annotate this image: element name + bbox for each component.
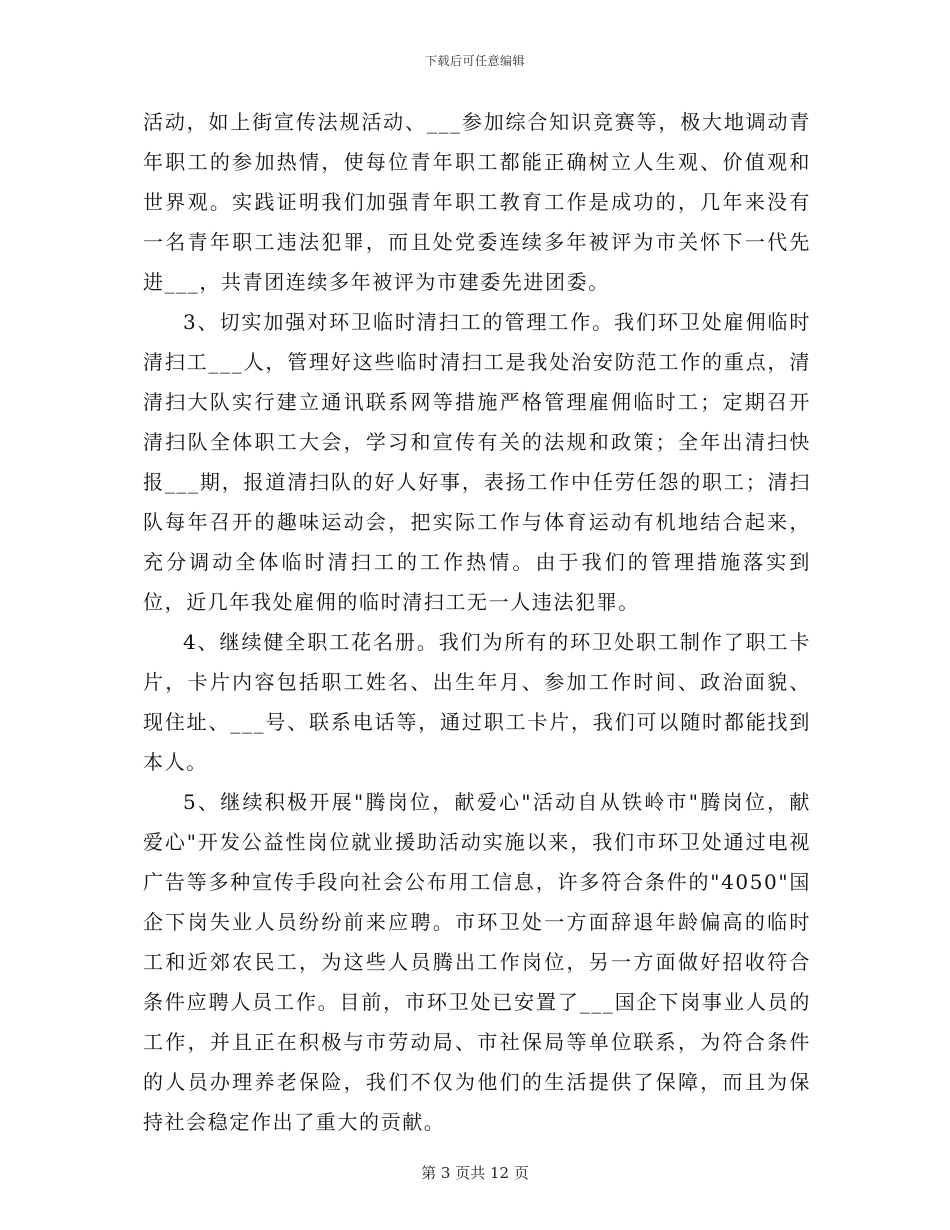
document-body — [143, 102, 811, 1142]
paragraph-continuation: 活动，如上街宣传法规活动、___参加综合知识竞赛等，极大地调动青年职工的参加热情，使每位青年职工都能正确树立人生观、价值观和世界观。实践证明我们加强青年职工教育工作是成功的，几年来没有一名青年职工违法犯罪，而且处党委连续多年被评为市关怀下一代先进___，共青团连续多年被评为市建委先进团委。 — [143, 110, 811, 294]
paragraph-item-3: 3、切实加强对环卫临时清扫工的管理工作。我们环卫处雇佣临时清扫工___人，管理好这些临时清扫工是我处治安防范工作的重点，清清扫大队实行建立通讯联系网等措施严格管理雇佣临时工；定期召开清扫队全体职工大会，学习和宣传有关的法规和政策；全年出清扫快报___期，报道清扫队的好人好事，表扬工作中任劳任怨的职工；清扫队每年召开的趣味运动会，把实际工作与体育运动有机地结合起来，充分调动全体临时清扫工的工作热情。由于我们的管理措施落实到位，近几年我处雇佣的临时清扫工无一人违法犯罪。 — [143, 310, 811, 614]
paragraph-item-4: 4、继续健全职工花名册。我们为所有的环卫处职工制作了职工卡片，卡片内容包括职工姓名、出生年月、参加工作时间、政治面貌、现住址、___号、联系电话等，通过职工卡片，我们可以随时都能找到本人。 — [143, 630, 811, 774]
page-header: 下载后可任意编辑 — [424, 54, 525, 68]
page-number-footer: 第 3 页共 12 页 — [421, 1164, 529, 1182]
paragraph-item-5: 5、继续积极开展"腾岗位，献爱心"活动自从铁岭市"腾岗位，献爱心"开发公益性岗位就业援助活动实施以来，我们市环卫处通过电视广告等多种宣传手段向社会公布用工信息，许多符合条件的"4050"国企下岗失业人员纷纷前来应聘。市环卫处一方面辞退年龄偏高的临时工和近郊农民工，为这些人员腾出工作岗位，另一方面做好招收符合条件应聘人员工作。目前，市环卫处已安置了___国企下岗事业人员的工作，并且正在积极与市劳动局、市社保局等单位联系，为符合条件的人员办理养老保险，我们不仅为他们的生活提供了保障，而且为保持社会稳定作出了重大的贡献。 — [143, 790, 811, 1134]
